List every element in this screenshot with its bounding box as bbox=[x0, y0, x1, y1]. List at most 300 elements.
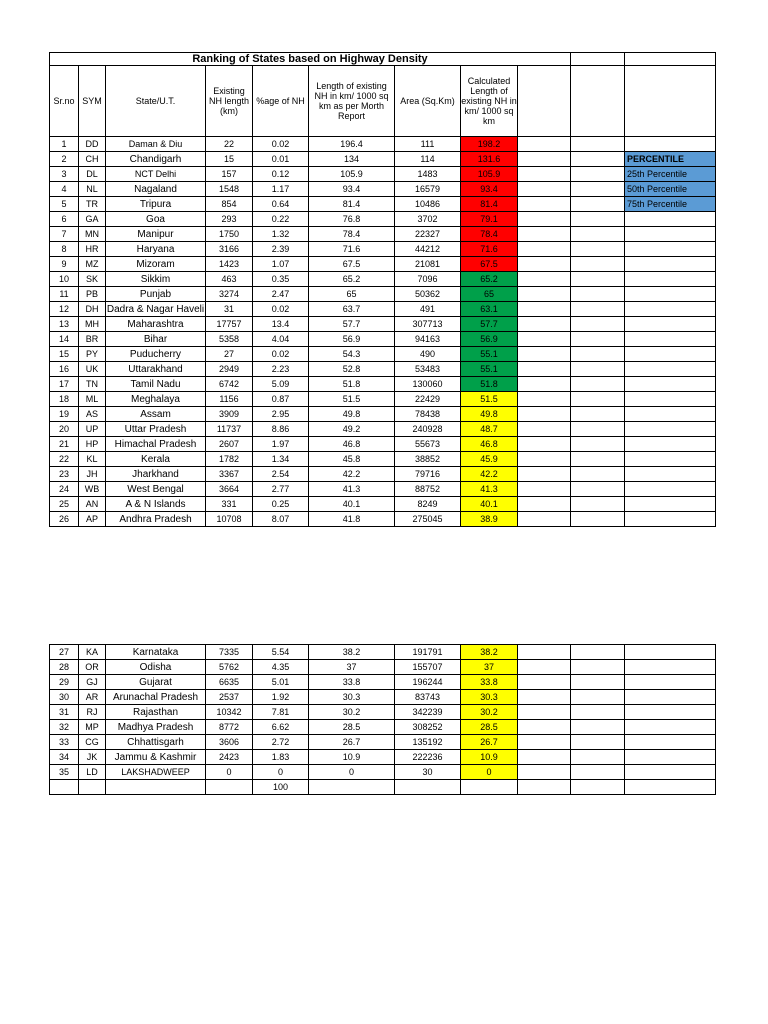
pct-nh-cell: 2.72 bbox=[253, 735, 309, 750]
pct-nh-cell: 1.92 bbox=[253, 690, 309, 705]
calculated-cell: 56.9 bbox=[461, 332, 518, 347]
srno-cell: 27 bbox=[50, 645, 79, 660]
state-cell: Jammu & Kashmir bbox=[106, 750, 206, 765]
srno-cell: 30 bbox=[50, 690, 79, 705]
area-cell: 22429 bbox=[395, 392, 461, 407]
nh-length-cell: 3274 bbox=[206, 287, 253, 302]
pct-nh-cell: 2.47 bbox=[253, 287, 309, 302]
table-row bbox=[50, 690, 716, 705]
sym-cell: TR bbox=[79, 197, 106, 212]
length-per-area-cell: 51.5 bbox=[309, 392, 395, 407]
sym-cell: CG bbox=[79, 735, 106, 750]
pct-nh-cell: 1.07 bbox=[253, 257, 309, 272]
nh-length-cell: 1156 bbox=[206, 392, 253, 407]
srno-cell: 11 bbox=[50, 287, 79, 302]
length-per-area-cell: 28.5 bbox=[309, 720, 395, 735]
calculated-cell: 51.5 bbox=[461, 392, 518, 407]
state-cell: LAKSHADWEEP bbox=[106, 765, 206, 780]
area-cell: 135192 bbox=[395, 735, 461, 750]
length-per-area-cell: 54.3 bbox=[309, 347, 395, 362]
length-per-area-cell: 71.6 bbox=[309, 242, 395, 257]
length-per-area-cell: 42.2 bbox=[309, 467, 395, 482]
table-row bbox=[50, 660, 716, 675]
length-per-area-cell: 49.8 bbox=[309, 407, 395, 422]
length-per-area-cell: 63.7 bbox=[309, 302, 395, 317]
sym-cell: DL bbox=[79, 167, 106, 182]
state-cell: Goa bbox=[106, 212, 206, 227]
area-cell: 22327 bbox=[395, 227, 461, 242]
pct-nh-cell: 0.02 bbox=[253, 302, 309, 317]
pct-nh-cell: 1.97 bbox=[253, 437, 309, 452]
nh-length-cell: 27 bbox=[206, 347, 253, 362]
table-row bbox=[50, 362, 716, 377]
state-cell: Arunachal Pradesh bbox=[106, 690, 206, 705]
state-cell: Rajasthan bbox=[106, 705, 206, 720]
nh-length-cell: 5762 bbox=[206, 660, 253, 675]
pct-nh-cell: 2.95 bbox=[253, 407, 309, 422]
length-per-area-cell: 26.7 bbox=[309, 735, 395, 750]
pct-nh-cell: 0.25 bbox=[253, 497, 309, 512]
state-cell: Haryana bbox=[106, 242, 206, 257]
calculated-cell: 38.9 bbox=[461, 512, 518, 527]
area-cell: 55673 bbox=[395, 437, 461, 452]
table-row bbox=[50, 467, 716, 482]
pct-nh-cell: 0.64 bbox=[253, 197, 309, 212]
area-cell: 44212 bbox=[395, 242, 461, 257]
sym-cell: MH bbox=[79, 317, 106, 332]
table-row bbox=[50, 452, 716, 467]
calculated-cell: 49.8 bbox=[461, 407, 518, 422]
area-cell: 83743 bbox=[395, 690, 461, 705]
calculated-cell: 26.7 bbox=[461, 735, 518, 750]
srno-cell: 14 bbox=[50, 332, 79, 347]
state-cell: Andhra Pradesh bbox=[106, 512, 206, 527]
state-cell: Assam bbox=[106, 407, 206, 422]
state-cell: Madhya Pradesh bbox=[106, 720, 206, 735]
sym-cell: BR bbox=[79, 332, 106, 347]
area-cell: 38852 bbox=[395, 452, 461, 467]
state-cell: Kerala bbox=[106, 452, 206, 467]
calculated-cell: 42.2 bbox=[461, 467, 518, 482]
pct-nh-cell: 0.02 bbox=[253, 347, 309, 362]
table-row bbox=[50, 287, 716, 302]
sym-cell: SK bbox=[79, 272, 106, 287]
srno-cell: 13 bbox=[50, 317, 79, 332]
nh-length-cell: 2607 bbox=[206, 437, 253, 452]
sym-cell: LD bbox=[79, 765, 106, 780]
area-cell: 50362 bbox=[395, 287, 461, 302]
state-cell: Chandigarh bbox=[106, 152, 206, 167]
pct-nh-cell: 4.35 bbox=[253, 660, 309, 675]
calculated-cell: 79.1 bbox=[461, 212, 518, 227]
calculated-cell: 51.8 bbox=[461, 377, 518, 392]
table-row bbox=[50, 272, 716, 287]
srno-cell: 22 bbox=[50, 452, 79, 467]
nh-length-cell: 293 bbox=[206, 212, 253, 227]
srno-cell: 21 bbox=[50, 437, 79, 452]
length-per-area-cell: 56.9 bbox=[309, 332, 395, 347]
nh-length-cell: 854 bbox=[206, 197, 253, 212]
srno-cell: 29 bbox=[50, 675, 79, 690]
header-sym: SYM bbox=[79, 66, 106, 137]
srno-cell: 16 bbox=[50, 362, 79, 377]
srno-cell: 18 bbox=[50, 392, 79, 407]
srno-cell: 8 bbox=[50, 242, 79, 257]
header-area: Area (Sq.Km) bbox=[395, 66, 461, 137]
srno-cell: 1 bbox=[50, 137, 79, 152]
srno-cell: 17 bbox=[50, 377, 79, 392]
percentile-label: 25th Percentile bbox=[625, 167, 716, 182]
length-per-area-cell: 49.2 bbox=[309, 422, 395, 437]
length-per-area-cell: 57.7 bbox=[309, 317, 395, 332]
pct-nh-cell: 5.09 bbox=[253, 377, 309, 392]
length-per-area-cell: 41.3 bbox=[309, 482, 395, 497]
calculated-cell: 131.6 bbox=[461, 152, 518, 167]
pct-nh-cell: 0.22 bbox=[253, 212, 309, 227]
nh-length-cell: 10342 bbox=[206, 705, 253, 720]
calculated-cell: 28.5 bbox=[461, 720, 518, 735]
pct-nh-cell: 0 bbox=[253, 765, 309, 780]
state-cell: Bihar bbox=[106, 332, 206, 347]
nh-length-cell: 3367 bbox=[206, 467, 253, 482]
nh-length-cell: 1548 bbox=[206, 182, 253, 197]
title-row bbox=[50, 53, 716, 66]
length-per-area-cell: 0 bbox=[309, 765, 395, 780]
pct-nh-cell: 0.02 bbox=[253, 137, 309, 152]
length-per-area-cell: 65 bbox=[309, 287, 395, 302]
table-row bbox=[50, 512, 716, 527]
nh-length-cell: 1782 bbox=[206, 452, 253, 467]
nh-length-cell: 7335 bbox=[206, 645, 253, 660]
table-row bbox=[50, 392, 716, 407]
table-row bbox=[50, 227, 716, 242]
pct-nh-cell: 4.04 bbox=[253, 332, 309, 347]
pct-nh-cell: 8.07 bbox=[253, 512, 309, 527]
sym-cell: DD bbox=[79, 137, 106, 152]
srno-cell: 33 bbox=[50, 735, 79, 750]
length-per-area-cell: 40.1 bbox=[309, 497, 395, 512]
area-cell: 308252 bbox=[395, 720, 461, 735]
sym-cell: AR bbox=[79, 690, 106, 705]
nh-length-cell: 2537 bbox=[206, 690, 253, 705]
pct-nh-cell: 7.81 bbox=[253, 705, 309, 720]
state-cell: Puducherry bbox=[106, 347, 206, 362]
calculated-cell: 198.2 bbox=[461, 137, 518, 152]
sym-cell: MN bbox=[79, 227, 106, 242]
state-cell: Daman & Diu bbox=[106, 137, 206, 152]
state-cell: Chhattisgarh bbox=[106, 735, 206, 750]
sym-cell: HR bbox=[79, 242, 106, 257]
table-row bbox=[50, 482, 716, 497]
state-cell: Punjab bbox=[106, 287, 206, 302]
sym-cell: PY bbox=[79, 347, 106, 362]
area-cell: 342239 bbox=[395, 705, 461, 720]
sym-cell: DH bbox=[79, 302, 106, 317]
table-row bbox=[50, 497, 716, 512]
srno-cell: 6 bbox=[50, 212, 79, 227]
sym-cell: RJ bbox=[79, 705, 106, 720]
sym-cell: UK bbox=[79, 362, 106, 377]
area-cell: 111 bbox=[395, 137, 461, 152]
length-per-area-cell: 105.9 bbox=[309, 167, 395, 182]
table-row bbox=[50, 197, 716, 212]
percentile-label: 75th Percentile bbox=[625, 197, 716, 212]
table-row bbox=[50, 765, 716, 780]
srno-cell: 2 bbox=[50, 152, 79, 167]
state-cell: Odisha bbox=[106, 660, 206, 675]
srno-cell: 31 bbox=[50, 705, 79, 720]
length-per-area-cell: 67.5 bbox=[309, 257, 395, 272]
table-row bbox=[50, 437, 716, 452]
table-row bbox=[50, 750, 716, 765]
sym-cell: ML bbox=[79, 392, 106, 407]
pct-nh-cell: 1.17 bbox=[253, 182, 309, 197]
table-row bbox=[50, 257, 716, 272]
length-per-area-cell: 78.4 bbox=[309, 227, 395, 242]
nh-length-cell: 0 bbox=[206, 765, 253, 780]
state-cell: Uttarakhand bbox=[106, 362, 206, 377]
length-per-area-cell: 196.4 bbox=[309, 137, 395, 152]
calculated-cell: 63.1 bbox=[461, 302, 518, 317]
pct-nh-cell: 0.01 bbox=[253, 152, 309, 167]
nh-length-cell: 22 bbox=[206, 137, 253, 152]
table-row bbox=[50, 182, 716, 197]
nh-length-cell: 3166 bbox=[206, 242, 253, 257]
nh-length-cell: 3664 bbox=[206, 482, 253, 497]
srno-cell: 26 bbox=[50, 512, 79, 527]
sym-cell: UP bbox=[79, 422, 106, 437]
calculated-cell: 38.2 bbox=[461, 645, 518, 660]
calculated-cell: 48.7 bbox=[461, 422, 518, 437]
table-row bbox=[50, 675, 716, 690]
calculated-cell: 65 bbox=[461, 287, 518, 302]
percentile-label: 50th Percentile bbox=[625, 182, 716, 197]
srno-cell: 9 bbox=[50, 257, 79, 272]
nh-length-cell: 1423 bbox=[206, 257, 253, 272]
state-cell: NCT Delhi bbox=[106, 167, 206, 182]
pct-nh-cell: 1.32 bbox=[253, 227, 309, 242]
state-cell: Himachal Pradesh bbox=[106, 437, 206, 452]
srno-cell: 35 bbox=[50, 765, 79, 780]
nh-length-cell: 6635 bbox=[206, 675, 253, 690]
header-pct-nh: %age of NH bbox=[253, 66, 309, 137]
area-cell: 79716 bbox=[395, 467, 461, 482]
pct-nh-cell: 13.4 bbox=[253, 317, 309, 332]
state-cell: Jharkhand bbox=[106, 467, 206, 482]
length-per-area-cell: 41.8 bbox=[309, 512, 395, 527]
state-cell: Tripura bbox=[106, 197, 206, 212]
total-row bbox=[50, 780, 716, 795]
nh-length-cell: 1750 bbox=[206, 227, 253, 242]
srno-cell: 15 bbox=[50, 347, 79, 362]
area-cell: 7096 bbox=[395, 272, 461, 287]
area-cell: 94163 bbox=[395, 332, 461, 347]
calculated-cell: 67.5 bbox=[461, 257, 518, 272]
srno-cell: 25 bbox=[50, 497, 79, 512]
area-cell: 222236 bbox=[395, 750, 461, 765]
calculated-cell: 81.4 bbox=[461, 197, 518, 212]
header-srno: Sr.no bbox=[50, 66, 79, 137]
calculated-cell: 30.3 bbox=[461, 690, 518, 705]
length-per-area-cell: 65.2 bbox=[309, 272, 395, 287]
srno-cell: 28 bbox=[50, 660, 79, 675]
srno-cell: 20 bbox=[50, 422, 79, 437]
nh-length-cell: 17757 bbox=[206, 317, 253, 332]
calculated-cell: 0 bbox=[461, 765, 518, 780]
area-cell: 10486 bbox=[395, 197, 461, 212]
state-cell: Gujarat bbox=[106, 675, 206, 690]
srno-cell: 3 bbox=[50, 167, 79, 182]
area-cell: 155707 bbox=[395, 660, 461, 675]
srno-cell: 7 bbox=[50, 227, 79, 242]
calculated-cell: 65.2 bbox=[461, 272, 518, 287]
table-row bbox=[50, 212, 716, 227]
table-row bbox=[50, 422, 716, 437]
calculated-cell: 37 bbox=[461, 660, 518, 675]
srno-cell: 4 bbox=[50, 182, 79, 197]
length-per-area-cell: 81.4 bbox=[309, 197, 395, 212]
header-nh-length: Existing NH length (km) bbox=[206, 66, 253, 137]
state-cell: Maharashtra bbox=[106, 317, 206, 332]
pct-nh-cell: 0.35 bbox=[253, 272, 309, 287]
length-per-area-cell: 37 bbox=[309, 660, 395, 675]
length-per-area-cell: 46.8 bbox=[309, 437, 395, 452]
length-per-area-cell: 51.8 bbox=[309, 377, 395, 392]
srno-cell: 23 bbox=[50, 467, 79, 482]
area-cell: 490 bbox=[395, 347, 461, 362]
table-row bbox=[50, 302, 716, 317]
calculated-cell: 55.1 bbox=[461, 347, 518, 362]
sym-cell: CH bbox=[79, 152, 106, 167]
srno-cell: 5 bbox=[50, 197, 79, 212]
table-row bbox=[50, 332, 716, 347]
table-title: Ranking of States based on Highway Density bbox=[50, 53, 571, 66]
table-row bbox=[50, 152, 716, 167]
srno-cell: 19 bbox=[50, 407, 79, 422]
calculated-cell: 46.8 bbox=[461, 437, 518, 452]
area-cell: 88752 bbox=[395, 482, 461, 497]
state-cell: West Bengal bbox=[106, 482, 206, 497]
area-cell: 191791 bbox=[395, 645, 461, 660]
total-pct-cell: 100 bbox=[253, 780, 309, 795]
state-cell: Nagaland bbox=[106, 182, 206, 197]
area-cell: 21081 bbox=[395, 257, 461, 272]
state-cell: Mizoram bbox=[106, 257, 206, 272]
ranking-table-part2 bbox=[49, 644, 716, 795]
length-per-area-cell: 93.4 bbox=[309, 182, 395, 197]
table-row bbox=[50, 317, 716, 332]
area-cell: 114 bbox=[395, 152, 461, 167]
calculated-cell: 10.9 bbox=[461, 750, 518, 765]
table-row bbox=[50, 167, 716, 182]
calculated-cell: 45.9 bbox=[461, 452, 518, 467]
pct-nh-cell: 2.77 bbox=[253, 482, 309, 497]
table-row bbox=[50, 377, 716, 392]
header-state: State/U.T. bbox=[106, 66, 206, 137]
nh-length-cell: 331 bbox=[206, 497, 253, 512]
table-row bbox=[50, 242, 716, 257]
area-cell: 1483 bbox=[395, 167, 461, 182]
nh-length-cell: 2949 bbox=[206, 362, 253, 377]
nh-length-cell: 3606 bbox=[206, 735, 253, 750]
length-per-area-cell: 30.3 bbox=[309, 690, 395, 705]
nh-length-cell: 6742 bbox=[206, 377, 253, 392]
calculated-cell: 57.7 bbox=[461, 317, 518, 332]
length-per-area-cell: 45.8 bbox=[309, 452, 395, 467]
length-per-area-cell: 134 bbox=[309, 152, 395, 167]
sym-cell: AP bbox=[79, 512, 106, 527]
area-cell: 78438 bbox=[395, 407, 461, 422]
sym-cell: HP bbox=[79, 437, 106, 452]
nh-length-cell: 15 bbox=[206, 152, 253, 167]
sym-cell: KL bbox=[79, 452, 106, 467]
area-cell: 491 bbox=[395, 302, 461, 317]
sym-cell: AN bbox=[79, 497, 106, 512]
nh-length-cell: 10708 bbox=[206, 512, 253, 527]
sym-cell: AS bbox=[79, 407, 106, 422]
nh-length-cell: 3909 bbox=[206, 407, 253, 422]
srno-cell: 24 bbox=[50, 482, 79, 497]
table-row bbox=[50, 137, 716, 152]
state-cell: Tamil Nadu bbox=[106, 377, 206, 392]
calculated-cell: 78.4 bbox=[461, 227, 518, 242]
srno-cell: 10 bbox=[50, 272, 79, 287]
pct-nh-cell: 5.54 bbox=[253, 645, 309, 660]
sym-cell: JH bbox=[79, 467, 106, 482]
area-cell: 53483 bbox=[395, 362, 461, 377]
nh-length-cell: 8772 bbox=[206, 720, 253, 735]
length-per-area-cell: 52.8 bbox=[309, 362, 395, 377]
pct-nh-cell: 5.01 bbox=[253, 675, 309, 690]
length-per-area-cell: 30.2 bbox=[309, 705, 395, 720]
sym-cell: WB bbox=[79, 482, 106, 497]
calculated-cell: 40.1 bbox=[461, 497, 518, 512]
area-cell: 30 bbox=[395, 765, 461, 780]
header-row bbox=[50, 66, 716, 137]
table-row bbox=[50, 705, 716, 720]
nh-length-cell: 5358 bbox=[206, 332, 253, 347]
nh-length-cell: 463 bbox=[206, 272, 253, 287]
area-cell: 8249 bbox=[395, 497, 461, 512]
state-cell: Manipur bbox=[106, 227, 206, 242]
nh-length-cell: 11737 bbox=[206, 422, 253, 437]
length-per-area-cell: 38.2 bbox=[309, 645, 395, 660]
sym-cell: TN bbox=[79, 377, 106, 392]
state-cell: A & N Islands bbox=[106, 497, 206, 512]
table-row bbox=[50, 347, 716, 362]
calculated-cell: 93.4 bbox=[461, 182, 518, 197]
area-cell: 3702 bbox=[395, 212, 461, 227]
length-per-area-cell: 10.9 bbox=[309, 750, 395, 765]
area-cell: 240928 bbox=[395, 422, 461, 437]
pct-nh-cell: 0.12 bbox=[253, 167, 309, 182]
calculated-cell: 55.1 bbox=[461, 362, 518, 377]
srno-cell: 34 bbox=[50, 750, 79, 765]
calculated-cell: 71.6 bbox=[461, 242, 518, 257]
table-row bbox=[50, 720, 716, 735]
length-per-area-cell: 33.8 bbox=[309, 675, 395, 690]
pct-nh-cell: 1.83 bbox=[253, 750, 309, 765]
table-row bbox=[50, 407, 716, 422]
nh-length-cell: 31 bbox=[206, 302, 253, 317]
pct-nh-cell: 1.34 bbox=[253, 452, 309, 467]
length-per-area-cell: 76.8 bbox=[309, 212, 395, 227]
state-cell: Karnataka bbox=[106, 645, 206, 660]
state-cell: Dadra & Nagar Haveli bbox=[106, 303, 205, 315]
state-cell: Meghalaya bbox=[106, 392, 206, 407]
sym-cell: GA bbox=[79, 212, 106, 227]
sym-cell: OR bbox=[79, 660, 106, 675]
